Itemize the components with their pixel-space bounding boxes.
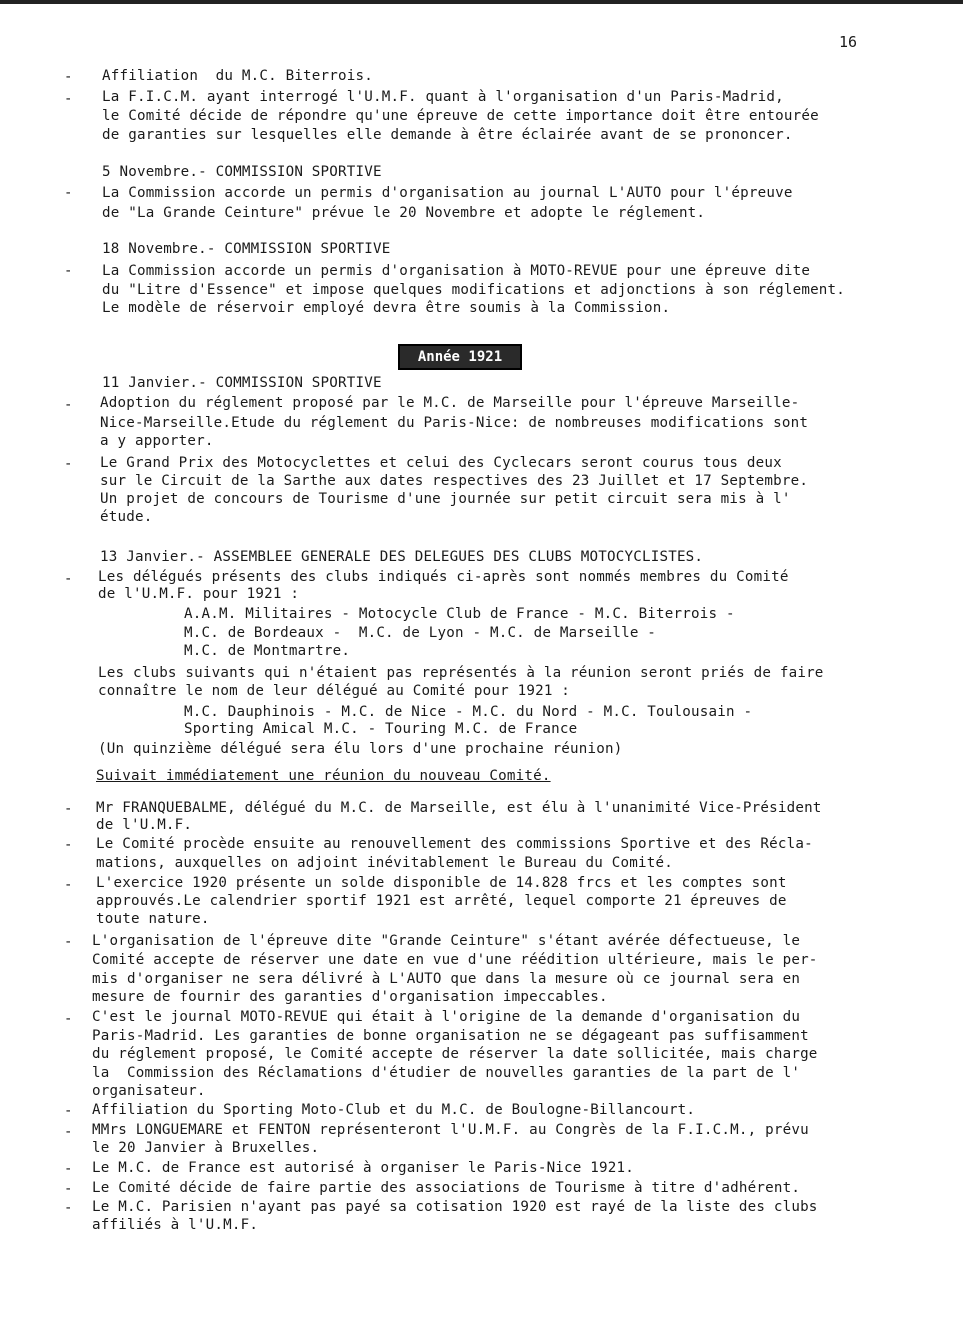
year-badge: Année 1921 [398, 344, 522, 370]
text-line: le 20 Janvier à Bruxelles. [92, 1140, 320, 1156]
text-line: M.C. Dauphinois - M.C. de Nice - M.C. du Nord - M.C. Toulousain - [184, 704, 753, 720]
text-line: L'organisation de l'épreuve dite "Grande Ceinture" s'étant avérée défectueuse, le [92, 933, 801, 949]
text-line: L'exercice 1920 présente un solde disponible de 14.828 frcs et les comptes sont [96, 875, 787, 891]
text-line: 13 Janvier.- ASSEMBLEE GENERALE DES DELEGUES DES CLUBS MOTOCYCLISTES. [100, 549, 704, 565]
text-line: La Commission accorde un permis d'organisation au journal L'AUTO pour l'épreuve [102, 185, 793, 201]
bullet-dash: - [64, 801, 73, 817]
bullet-dash: - [64, 837, 73, 853]
text-line: organisateur. [92, 1083, 206, 1099]
text-line: le Comité décide de répondre qu'une épreuve de cette importance doit être entourée [102, 108, 819, 124]
text-line: connaître le nom de leur délégué au Comité pour 1921 : [98, 683, 571, 699]
text-line: du réglement proposé, le Comité accepte de réserver la date sollicitée, mais charge [92, 1046, 818, 1062]
text-line: A.A.M. Militaires - Motocycle Club de France - M.C. Biterrois - [184, 606, 735, 622]
text-line: de l'U.M.F. [96, 817, 193, 833]
bullet-dash: - [64, 1011, 73, 1027]
text-line: Le Comité décide de faire partie des associations de Tourisme à titre d'adhérent. [92, 1180, 801, 1196]
bullet-dash: - [64, 397, 73, 413]
text-line: Affiliation du Sporting Moto-Club et du M.C. de Boulogne-Billancourt. [92, 1102, 696, 1118]
text-line: Le Comité procède ensuite au renouvellement des commissions Sportive et des Récla- [96, 836, 813, 852]
bullet-dash: - [64, 1161, 73, 1177]
bullet-dash: - [64, 934, 73, 950]
text-line: 11 Janvier.- COMMISSION SPORTIVE [102, 375, 382, 391]
text-line: Affiliation du M.C. Biterrois. [102, 68, 373, 84]
text-line: la Commission des Réclamations d'étudier de nouvelles garanties de la part de l' [92, 1065, 801, 1081]
text-line: Mr FRANQUEBALME, délégué du M.C. de Marseille, est élu à l'unanimité Vice-Président [96, 800, 822, 816]
page-number: 16 [839, 33, 858, 51]
text-line: MMrs LONGUEMARE et FENTON représenteront l'U.M.F. au Congrès de la F.I.C.M., prévu [92, 1122, 809, 1138]
bullet-dash: - [64, 1103, 73, 1119]
text-line: Le M.C. Parisien n'ayant pas payé sa cotisation 1920 est rayé de la liste des clubs [92, 1199, 818, 1215]
text-line: Les délégués présents des clubs indiqués ci-après sont nommés membres du Comité [98, 569, 789, 585]
text-line: Sporting Amical M.C. - Touring M.C. de France [184, 721, 578, 737]
bullet-dash: - [64, 1200, 73, 1216]
text-line: affiliés à l'U.M.F. [92, 1217, 259, 1233]
bullet-dash: - [64, 185, 73, 201]
text-line: du "Litre d'Essence" et impose quelques modifications et adjonctions à son réglement. [102, 282, 846, 298]
text-line: Le Grand Prix des Motocyclettes et celui des Cyclecars seront courus tous deux [100, 455, 782, 471]
text-line: Les clubs suivants qui n'étaient pas représentés à la réunion seront priés de faire [98, 665, 824, 681]
text-line: Comité accepte de réserver une date en vue d'une réédition ultérieure, mais le per- [92, 952, 818, 968]
text-line: Adoption du réglement proposé par le M.C. de Marseille pour l'épreuve Marseille- [100, 395, 800, 411]
bullet-dash: - [64, 571, 73, 587]
bullet-dash: - [64, 1181, 73, 1197]
page-top-rule [0, 0, 963, 4]
bullet-dash: - [64, 1124, 73, 1140]
text-line: 5 Novembre.- COMMISSION SPORTIVE [102, 164, 382, 180]
text-line: de "La Grande Ceinture" prévue le 20 Novembre et adopte le réglement. [102, 205, 706, 221]
bullet-dash: - [64, 263, 73, 279]
text-line: a y apporter. [100, 433, 214, 449]
text-line: toute nature. [96, 911, 210, 927]
text-line: C'est le journal MOTO-REVUE qui était à l'origine de la demande d'organisation du [92, 1009, 801, 1025]
text-line: mesure de fournir des garanties d'organisation impeccables. [92, 989, 608, 1005]
text-line: de l'U.M.F. pour 1921 : [98, 586, 300, 602]
text-line: 18 Novembre.- COMMISSION SPORTIVE [102, 241, 391, 257]
text-line: mis d'organiser ne sera délivré à L'AUTO que dans la mesure où ce journal sera en [92, 971, 801, 987]
text-line: approuvés.Le calendrier sportif 1921 est arrêté, lequel comporte 21 épreuves de [96, 893, 787, 909]
text-line: de garanties sur lesquelles elle demande à être éclairée avant de se prononcer. [102, 127, 793, 143]
bullet-dash: - [64, 91, 73, 107]
bullet-dash: - [64, 877, 73, 893]
text-line: La F.I.C.M. ayant interrogé l'U.M.F. quant à l'organisation d'un Paris-Madrid, [102, 89, 784, 105]
text-line: M.C. de Bordeaux - M.C. de Lyon - M.C. de Marseille - [184, 625, 657, 641]
bullet-dash: - [64, 69, 73, 85]
text-line: Paris-Madrid. Les garanties de bonne organisation ne se dégageant pas suffisamment [92, 1028, 809, 1044]
text-line: La Commission accorde un permis d'organisation à MOTO-REVUE pour une épreuve dite [102, 263, 811, 279]
text-line: mations, auxquelles on adjoint inévitablement le Bureau du Comité. [96, 855, 673, 871]
text-line: sur le Circuit de la Sarthe aux dates respectives des 23 Juillet et 17 Septembre. [100, 473, 809, 489]
text-line: Nice-Marseille.Etude du réglement du Paris-Nice: de nombreuses modifications sont [100, 415, 809, 431]
text-line: Un projet de concours de Tourisme d'une journée sur petit circuit sera mis à l' [100, 491, 791, 507]
text-line: M.C. de Montmartre. [184, 643, 351, 659]
text-line: Le modèle de réservoir employé devra être soumis à la Commission. [102, 300, 671, 316]
text-line: Le M.C. de France est autorisé à organiser le Paris-Nice 1921. [92, 1160, 634, 1176]
bullet-dash: - [64, 456, 73, 472]
text-line: étude. [100, 509, 153, 525]
text-line: (Un quinzième délégué sera élu lors d'une prochaine réunion) [98, 741, 623, 757]
text-line: Suivait immédiatement une réunion du nouveau Comité. [96, 768, 551, 784]
